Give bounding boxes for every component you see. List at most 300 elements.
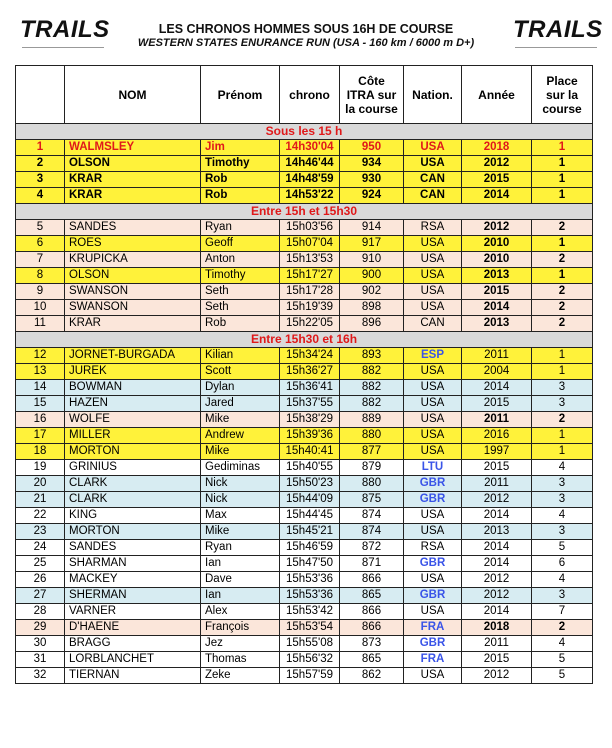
cell-chrono: 14h48'59	[280, 172, 340, 188]
cell-place: 5	[532, 652, 593, 668]
cell-chrono: 15h50'23	[280, 476, 340, 492]
col-header-nation: Nation.	[404, 66, 462, 124]
cell-chrono: 14h53'22	[280, 188, 340, 204]
table-row	[16, 412, 593, 428]
nation-label: LTU	[421, 461, 444, 473]
cell-nom: JORNET-BURGADA	[65, 348, 201, 364]
cell-n: 29	[16, 620, 65, 636]
cell-itra: 865	[340, 652, 404, 668]
cell-chrono: 15h19'39	[280, 300, 340, 316]
cell-n: 3	[16, 172, 65, 188]
cell-nom: MILLER	[65, 428, 201, 444]
cell-nom: GRINIUS	[65, 460, 201, 476]
cell-chrono: 15h34'24	[280, 348, 340, 364]
nation-label: FRA	[420, 621, 445, 633]
cell-itra: 914	[340, 220, 404, 236]
cell-nation: RSA	[404, 220, 462, 236]
table-row	[16, 636, 593, 652]
col-header-nom: NOM	[65, 66, 201, 124]
cell-nation: USA	[404, 284, 462, 300]
table-row	[16, 156, 593, 172]
table-row	[16, 652, 593, 668]
trails-logo-left: TRAILS	[20, 16, 110, 44]
nation-label: GBR	[419, 637, 446, 649]
cell-prenom: Rob	[201, 316, 280, 332]
cell-annee: 2011	[462, 636, 532, 652]
cell-nom: KING	[65, 508, 201, 524]
cell-itra: 930	[340, 172, 404, 188]
cell-nation: USA	[404, 380, 462, 396]
cell-chrono: 14h30'04	[280, 140, 340, 156]
cell-nation	[404, 460, 462, 476]
table-row	[16, 524, 593, 540]
cell-itra: 866	[340, 620, 404, 636]
table-row	[16, 140, 593, 156]
cell-nation: USA	[404, 412, 462, 428]
cell-annee: 2011	[462, 476, 532, 492]
cell-itra: 880	[340, 476, 404, 492]
cell-n: 2	[16, 156, 65, 172]
cell-annee: 2012	[462, 220, 532, 236]
cell-nom: MORTON	[65, 444, 201, 460]
results-body	[16, 124, 593, 684]
cell-annee: 2010	[462, 252, 532, 268]
cell-nom: HAZEN	[65, 396, 201, 412]
cell-itra: 934	[340, 156, 404, 172]
cell-nation	[404, 620, 462, 636]
cell-nom: KRAR	[65, 172, 201, 188]
cell-chrono: 15h36'27	[280, 364, 340, 380]
cell-prenom: Seth	[201, 284, 280, 300]
cell-place: 1	[532, 428, 593, 444]
cell-nation: USA	[404, 300, 462, 316]
cell-prenom: Geoff	[201, 236, 280, 252]
cell-itra: 874	[340, 524, 404, 540]
cell-n: 5	[16, 220, 65, 236]
cell-place: 3	[532, 492, 593, 508]
cell-prenom: Anton	[201, 252, 280, 268]
nation-label: GBR	[419, 493, 446, 505]
table-row	[16, 508, 593, 524]
cell-itra: 900	[340, 268, 404, 284]
cell-chrono: 15h07'04	[280, 236, 340, 252]
cell-annee: 2013	[462, 316, 532, 332]
cell-nom: WOLFE	[65, 412, 201, 428]
cell-nom: D'HAENE	[65, 620, 201, 636]
cell-nation: CAN	[404, 316, 462, 332]
cell-nom: KRUPICKA	[65, 252, 201, 268]
cell-place: 1	[532, 364, 593, 380]
cell-n: 23	[16, 524, 65, 540]
cell-n: 7	[16, 252, 65, 268]
cell-nation	[404, 492, 462, 508]
cell-itra: 910	[340, 252, 404, 268]
cell-place: 7	[532, 604, 593, 620]
cell-chrono: 15h46'59	[280, 540, 340, 556]
cell-itra: 882	[340, 396, 404, 412]
cell-nation: CAN	[404, 172, 462, 188]
cell-prenom: Gediminas	[201, 460, 280, 476]
cell-chrono: 15h45'21	[280, 524, 340, 540]
cell-nom: VARNER	[65, 604, 201, 620]
cell-chrono: 15h53'42	[280, 604, 340, 620]
cell-nation: USA	[404, 364, 462, 380]
cell-itra: 879	[340, 460, 404, 476]
table-row	[16, 492, 593, 508]
cell-place: 4	[532, 636, 593, 652]
page-title: LES CHRONOS HOMMES SOUS 16H DE COURSE	[158, 22, 454, 36]
cell-nom: SHARMAN	[65, 556, 201, 572]
cell-annee: 2012	[462, 572, 532, 588]
cell-n: 26	[16, 572, 65, 588]
cell-itra: 889	[340, 412, 404, 428]
cell-nation	[404, 348, 462, 364]
table-row	[16, 188, 593, 204]
cell-nation: USA	[404, 668, 462, 684]
cell-place: 1	[532, 348, 593, 364]
cell-n: 22	[16, 508, 65, 524]
table-row	[16, 268, 593, 284]
cell-chrono: 15h40'55	[280, 460, 340, 476]
cell-annee: 2011	[462, 412, 532, 428]
cell-itra: 882	[340, 364, 404, 380]
cell-place: 5	[532, 540, 593, 556]
results-table	[15, 65, 593, 684]
nation-label: FRA	[420, 653, 445, 665]
cell-prenom: Jared	[201, 396, 280, 412]
section-title: Entre 15h30 et 16h	[16, 332, 593, 348]
nation-label: GBR	[419, 589, 446, 601]
cell-annee: 2013	[462, 524, 532, 540]
cell-place: 3	[532, 380, 593, 396]
cell-chrono: 15h53'54	[280, 620, 340, 636]
cell-chrono: 15h47'50	[280, 556, 340, 572]
cell-place: 1	[532, 188, 593, 204]
cell-chrono: 15h56'32	[280, 652, 340, 668]
cell-n: 17	[16, 428, 65, 444]
cell-place: 1	[532, 444, 593, 460]
cell-chrono: 15h40:41	[280, 444, 340, 460]
cell-itra: 873	[340, 636, 404, 652]
cell-nom: KRAR	[65, 188, 201, 204]
cell-nation: USA	[404, 236, 462, 252]
cell-place: 4	[532, 460, 593, 476]
cell-itra: 917	[340, 236, 404, 252]
cell-n: 20	[16, 476, 65, 492]
cell-chrono: 15h37'55	[280, 396, 340, 412]
cell-n: 8	[16, 268, 65, 284]
cell-prenom: Nick	[201, 476, 280, 492]
cell-place: 2	[532, 620, 593, 636]
cell-nation	[404, 556, 462, 572]
cell-place: 1	[532, 140, 593, 156]
cell-itra: 865	[340, 588, 404, 604]
cell-chrono: 15h57'59	[280, 668, 340, 684]
cell-nation: CAN	[404, 188, 462, 204]
cell-nation: RSA	[404, 540, 462, 556]
section-title: Entre 15h et 15h30	[16, 204, 593, 220]
cell-nom: SHERMAN	[65, 588, 201, 604]
cell-n: 10	[16, 300, 65, 316]
table-row	[16, 668, 593, 684]
cell-chrono: 15h44'09	[280, 492, 340, 508]
cell-n: 12	[16, 348, 65, 364]
cell-itra: 862	[340, 668, 404, 684]
cell-nation: USA	[404, 396, 462, 412]
cell-place: 1	[532, 156, 593, 172]
cell-annee: 2015	[462, 284, 532, 300]
cell-n: 18	[16, 444, 65, 460]
cell-nation: USA	[404, 444, 462, 460]
cell-annee: 2012	[462, 492, 532, 508]
table-row	[16, 220, 593, 236]
cell-chrono: 15h55'08	[280, 636, 340, 652]
cell-place: 2	[532, 284, 593, 300]
cell-chrono: 15h53'36	[280, 588, 340, 604]
cell-prenom: Timothy	[201, 268, 280, 284]
cell-nation: USA	[404, 268, 462, 284]
cell-annee: 2015	[462, 652, 532, 668]
table-row	[16, 396, 593, 412]
cell-place: 4	[532, 508, 593, 524]
col-header-place: Place sur la course	[532, 66, 593, 124]
cell-place: 1	[532, 172, 593, 188]
cell-n: 14	[16, 380, 65, 396]
table-row	[16, 460, 593, 476]
cell-nom: OLSON	[65, 156, 201, 172]
cell-nom: MORTON	[65, 524, 201, 540]
table-row	[16, 540, 593, 556]
cell-annee: 2013	[462, 268, 532, 284]
cell-place: 2	[532, 316, 593, 332]
cell-n: 9	[16, 284, 65, 300]
cell-itra: 893	[340, 348, 404, 364]
table-row	[16, 236, 593, 252]
cell-nom: SWANSON	[65, 284, 201, 300]
table-row	[16, 588, 593, 604]
cell-annee: 2010	[462, 236, 532, 252]
cell-itra: 874	[340, 508, 404, 524]
cell-prenom: Max	[201, 508, 280, 524]
cell-itra: 866	[340, 572, 404, 588]
cell-nation: USA	[404, 140, 462, 156]
table-row	[16, 476, 593, 492]
cell-chrono: 15h39'36	[280, 428, 340, 444]
cell-n: 4	[16, 188, 65, 204]
cell-nation: USA	[404, 604, 462, 620]
cell-annee: 2015	[462, 460, 532, 476]
cell-prenom: Rob	[201, 188, 280, 204]
cell-nom: BRAGG	[65, 636, 201, 652]
cell-prenom: Dylan	[201, 380, 280, 396]
cell-nation: USA	[404, 156, 462, 172]
cell-itra: 875	[340, 492, 404, 508]
cell-prenom: Rob	[201, 172, 280, 188]
cell-annee: 2014	[462, 508, 532, 524]
cell-itra: 872	[340, 540, 404, 556]
page-header	[0, 0, 612, 62]
cell-itra: 924	[340, 188, 404, 204]
cell-itra: 898	[340, 300, 404, 316]
cell-prenom: Nick	[201, 492, 280, 508]
table-row	[16, 316, 593, 332]
cell-annee: 2004	[462, 364, 532, 380]
section-header-row	[16, 332, 593, 348]
cell-prenom: Jez	[201, 636, 280, 652]
col-header-prenom: Prénom	[201, 66, 280, 124]
cell-prenom: Mike	[201, 412, 280, 428]
cell-n: 19	[16, 460, 65, 476]
cell-prenom: Ryan	[201, 540, 280, 556]
table-row	[16, 348, 593, 364]
cell-nation: USA	[404, 428, 462, 444]
cell-annee: 1997	[462, 444, 532, 460]
col-header-itra: Côte ITRA sur la course	[340, 66, 404, 124]
cell-prenom: Andrew	[201, 428, 280, 444]
cell-nom: ROES	[65, 236, 201, 252]
cell-nom: KRAR	[65, 316, 201, 332]
cell-annee: 2014	[462, 380, 532, 396]
cell-annee: 2011	[462, 348, 532, 364]
table-row	[16, 556, 593, 572]
cell-n: 16	[16, 412, 65, 428]
section-header-row	[16, 124, 593, 140]
cell-nation	[404, 636, 462, 652]
cell-place: 2	[532, 252, 593, 268]
cell-chrono: 14h46'44	[280, 156, 340, 172]
cell-prenom: Kilian	[201, 348, 280, 364]
cell-place: 1	[532, 268, 593, 284]
cell-annee: 2018	[462, 620, 532, 636]
cell-prenom: Mike	[201, 524, 280, 540]
cell-chrono: 15h17'28	[280, 284, 340, 300]
cell-nom: SWANSON	[65, 300, 201, 316]
table-row	[16, 380, 593, 396]
cell-chrono: 15h03'56	[280, 220, 340, 236]
page-subtitle: WESTERN STATES ENURANCE RUN (USA - 160 km / 6000 m D+)	[137, 37, 475, 49]
cell-chrono: 15h13'53	[280, 252, 340, 268]
cell-n: 1	[16, 140, 65, 156]
cell-nation: USA	[404, 252, 462, 268]
col-header-num	[16, 66, 65, 124]
cell-place: 4	[532, 572, 593, 588]
cell-prenom: Jim	[201, 140, 280, 156]
cell-chrono: 15h53'36	[280, 572, 340, 588]
cell-prenom: Seth	[201, 300, 280, 316]
cell-annee: 2016	[462, 428, 532, 444]
cell-nom: CLARK	[65, 476, 201, 492]
cell-itra: 877	[340, 444, 404, 460]
cell-prenom: Ian	[201, 588, 280, 604]
cell-itra: 882	[340, 380, 404, 396]
cell-annee: 2014	[462, 188, 532, 204]
cell-itra: 866	[340, 604, 404, 620]
table-row	[16, 172, 593, 188]
cell-nom: OLSON	[65, 268, 201, 284]
cell-annee: 2014	[462, 604, 532, 620]
cell-place: 3	[532, 524, 593, 540]
cell-nom: BOWMAN	[65, 380, 201, 396]
cell-n: 21	[16, 492, 65, 508]
cell-place: 3	[532, 588, 593, 604]
cell-n: 6	[16, 236, 65, 252]
cell-nation: USA	[404, 508, 462, 524]
cell-prenom: Alex	[201, 604, 280, 620]
cell-prenom: Timothy	[201, 156, 280, 172]
cell-nom: WALMSLEY	[65, 140, 201, 156]
cell-chrono: 15h38'29	[280, 412, 340, 428]
col-header-annee: Année	[462, 66, 532, 124]
table-row	[16, 284, 593, 300]
table-row	[16, 252, 593, 268]
cell-nation: USA	[404, 524, 462, 540]
cell-n: 13	[16, 364, 65, 380]
cell-chrono: 15h36'41	[280, 380, 340, 396]
cell-place: 3	[532, 396, 593, 412]
cell-prenom: Dave	[201, 572, 280, 588]
table-row	[16, 604, 593, 620]
table-row	[16, 444, 593, 460]
cell-nation: USA	[404, 572, 462, 588]
cell-annee: 2012	[462, 588, 532, 604]
cell-place: 2	[532, 300, 593, 316]
cell-place: 6	[532, 556, 593, 572]
cell-nation	[404, 652, 462, 668]
cell-itra: 896	[340, 316, 404, 332]
cell-annee: 2015	[462, 396, 532, 412]
section-title: Sous les 15 h	[16, 124, 593, 140]
cell-n: 11	[16, 316, 65, 332]
cell-annee: 2012	[462, 668, 532, 684]
cell-n: 15	[16, 396, 65, 412]
cell-nom: CLARK	[65, 492, 201, 508]
cell-prenom: Thomas	[201, 652, 280, 668]
cell-chrono: 15h17'27	[280, 268, 340, 284]
cell-place: 2	[532, 220, 593, 236]
cell-annee: 2014	[462, 300, 532, 316]
cell-n: 32	[16, 668, 65, 684]
cell-chrono: 15h22'05	[280, 316, 340, 332]
cell-nom: MACKEY	[65, 572, 201, 588]
table-row	[16, 364, 593, 380]
cell-itra: 871	[340, 556, 404, 572]
nation-label: GBR	[419, 477, 446, 489]
cell-chrono: 15h44'45	[280, 508, 340, 524]
cell-prenom: Ian	[201, 556, 280, 572]
cell-n: 31	[16, 652, 65, 668]
table-row	[16, 428, 593, 444]
cell-itra: 902	[340, 284, 404, 300]
table-row	[16, 300, 593, 316]
cell-itra: 880	[340, 428, 404, 444]
cell-place: 2	[532, 412, 593, 428]
cell-annee: 2015	[462, 172, 532, 188]
cell-prenom: Ryan	[201, 220, 280, 236]
col-header-chrono: chrono	[280, 66, 340, 124]
cell-annee: 2014	[462, 540, 532, 556]
cell-n: 24	[16, 540, 65, 556]
cell-prenom: Zeke	[201, 668, 280, 684]
cell-nom: LORBLANCHET	[65, 652, 201, 668]
header-row	[16, 66, 593, 124]
cell-place: 5	[532, 668, 593, 684]
nation-label: ESP	[420, 349, 444, 361]
table-row	[16, 620, 593, 636]
nation-label: GBR	[419, 557, 446, 569]
cell-n: 28	[16, 604, 65, 620]
cell-itra: 950	[340, 140, 404, 156]
cell-prenom: François	[201, 620, 280, 636]
